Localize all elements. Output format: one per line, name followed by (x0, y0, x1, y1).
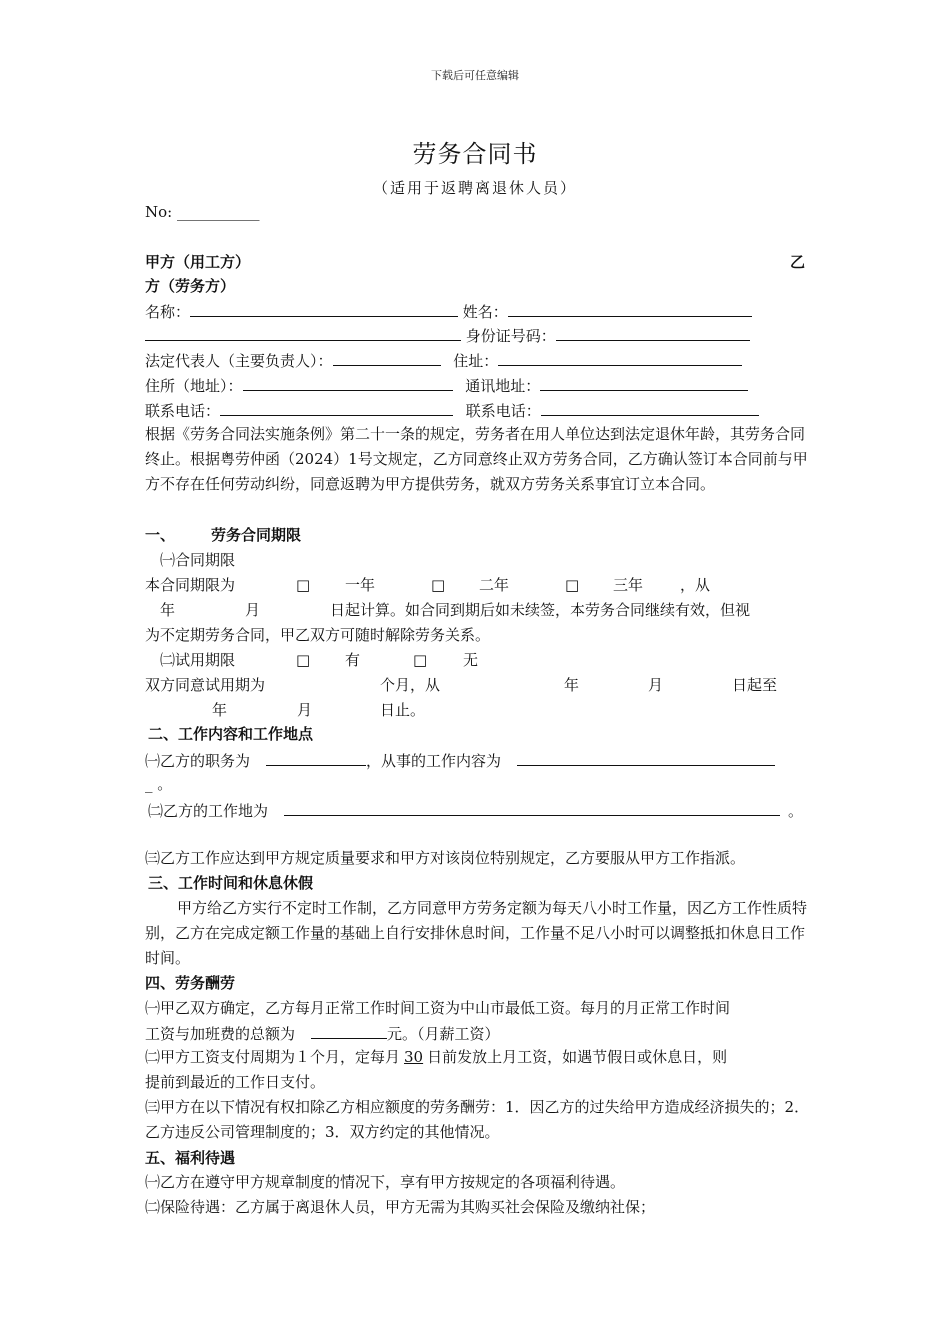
party-row-id: 身份证号码： (145, 322, 810, 348)
section-2-heading: 二、工作内容和工作地点 (148, 725, 314, 743)
s4-item-2: ㈡甲方工资支付周期为１个月，定每月 30 日前发放上月工资，如遇节假日或休息日，则 (145, 1048, 728, 1066)
trial-start-month: 月 (648, 676, 664, 694)
trial-yes: 有 (345, 651, 361, 669)
period-from: ，从 (680, 576, 711, 594)
trial-period-label: 双方同意试用期为 (145, 676, 266, 694)
checkbox-trial-no[interactable]: □ (413, 651, 428, 669)
page-subtitle: （适用于返聘离退休人员） (372, 179, 577, 197)
option-three-year: 三年 (613, 576, 644, 594)
checkbox-one-year[interactable]: □ (296, 576, 311, 594)
s5-item-2: ㈡保险待遇：乙方属于离退休人员，甲方无需为其购买社会保险及缴纳社保； (145, 1198, 656, 1216)
trial-end-month: 月 (297, 701, 313, 719)
s2-item-1: ㈠乙方的职务为 ，从事的工作内容为 (145, 747, 810, 773)
phone-b-blank[interactable] (541, 397, 759, 416)
page-title: 劳务合同书 (412, 140, 538, 168)
s4-item-1-cont: 工资与加班费的总额为 元。（月薪工资） (145, 1020, 810, 1046)
s2-item-3: ㈢乙方工作应达到甲方规定质量要求和甲方对该岗位特别规定，乙方要服从甲方工作指派。 (145, 849, 746, 867)
option-two-year: 二年 (479, 576, 510, 594)
s4-item-2-cont: 提前到最近的工作日支付。 (145, 1073, 326, 1091)
trial-no: 无 (463, 651, 479, 669)
person-name-blank[interactable] (508, 298, 752, 317)
s4-item-3: ㈢甲方在以下情况有权扣除乙方相应额度的劳务酬劳：1．因乙方的过失给甲方造成经济损失的；2．乙方违反公司管理制度的；3．双方约定的其他情况。 (145, 1098, 810, 1141)
work-location-blank[interactable] (284, 797, 780, 816)
s2-item-1-cont: _ 。 (145, 775, 173, 793)
header-note: 下载后可任意编辑 (431, 69, 519, 82)
section-1-sub2: ㈡试用期限 (160, 651, 236, 669)
option-one-year: 一年 (345, 576, 376, 594)
start-month: 月 (245, 601, 261, 619)
contract-number: No: ___________ (145, 203, 260, 221)
section-5-heading: 五、福利待遇 (145, 1149, 236, 1167)
s2-item-2: ㈡乙方的工作地为 。 (148, 797, 820, 823)
work-content-blank[interactable] (517, 747, 775, 766)
party-row-address: 住所（地址）： 通讯地址： (145, 372, 810, 398)
pay-day: 30 (404, 1048, 424, 1066)
legal-rep-blank[interactable] (333, 347, 441, 366)
residence-blank[interactable] (498, 347, 742, 366)
party-b-heading: 方（劳务方） (145, 277, 236, 295)
mailing-address-blank[interactable] (540, 372, 748, 391)
trial-day-to: 日起至 (732, 676, 778, 694)
contract-period-label: 本合同期限为 (145, 576, 236, 594)
party-b-heading-char: 乙 (790, 253, 806, 271)
start-calc-text-2: 为不定期劳务合同，甲乙双方可随时解除劳务关系。 (145, 626, 491, 644)
name-blank[interactable] (190, 298, 458, 317)
section-1-sub1: ㈠合同期限 (160, 551, 236, 569)
start-year: 年 (160, 601, 176, 619)
total-pay-blank[interactable] (311, 1020, 387, 1039)
address-blank[interactable] (243, 372, 453, 391)
party-a-heading: 甲方（用工方） (145, 253, 251, 271)
section-1-heading: 一、 劳务合同期限 (145, 526, 302, 544)
s4-item-1: ㈠甲乙双方确定，乙方每月正常工作时间工资为中山市最低工资。每月的月正常工作时间 (145, 999, 731, 1017)
s3-body: 甲方给乙方实行不定时工作制，乙方同意甲方劳务定额为每天八小时工作量，因乙方工作性质特别，乙方在完成定额工作量的基础上自行安排休息时间，工作量不足八小时可以调整抵扣休息日工作时间。 (145, 899, 808, 967)
trial-months-from: 个月，从 (380, 676, 441, 694)
id-number-blank[interactable] (556, 322, 750, 341)
name-blank-2[interactable] (145, 322, 461, 341)
party-row-phone: 联系电话： 联系电话： (145, 397, 810, 423)
trial-end-year: 年 (212, 701, 228, 719)
trial-start-year: 年 (564, 676, 580, 694)
party-row-name: 名称： 姓名： (145, 298, 810, 324)
checkbox-two-year[interactable]: □ (431, 576, 446, 594)
start-calc-text: 日起计算。如合同到期后如未续签，本劳务合同继续有效，但视 (330, 601, 751, 619)
checkbox-trial-yes[interactable]: □ (296, 651, 311, 669)
phone-a-blank[interactable] (220, 397, 453, 416)
s5-item-1: ㈠乙方在遵守甲方规章制度的情况下，享有甲方按规定的各项福利待遇。 (145, 1173, 626, 1191)
position-blank[interactable] (266, 747, 366, 766)
checkbox-three-year[interactable]: □ (565, 576, 580, 594)
section-3-heading: 三、工作时间和休息休假 (148, 874, 314, 892)
party-row-rep: 法定代表人（主要负责人）： 住址： (145, 347, 810, 373)
intro-paragraph: 根据《劳务合同法实施条例》第二十一条的规定，劳务者在用人单位达到法定退休年龄，其劳务合同终止。根据粤劳仲函（2024）1号文规定，乙方同意终止双方劳务合同，乙方确认签订本合同前与甲方不存在任何劳动纠纷，同意返聘为甲方提供劳务，就双方劳务关系事宜订立本合同。 (145, 425, 808, 493)
section-4-heading: 四、劳务酬劳 (145, 974, 236, 992)
trial-day-end: 日止。 (380, 701, 426, 719)
